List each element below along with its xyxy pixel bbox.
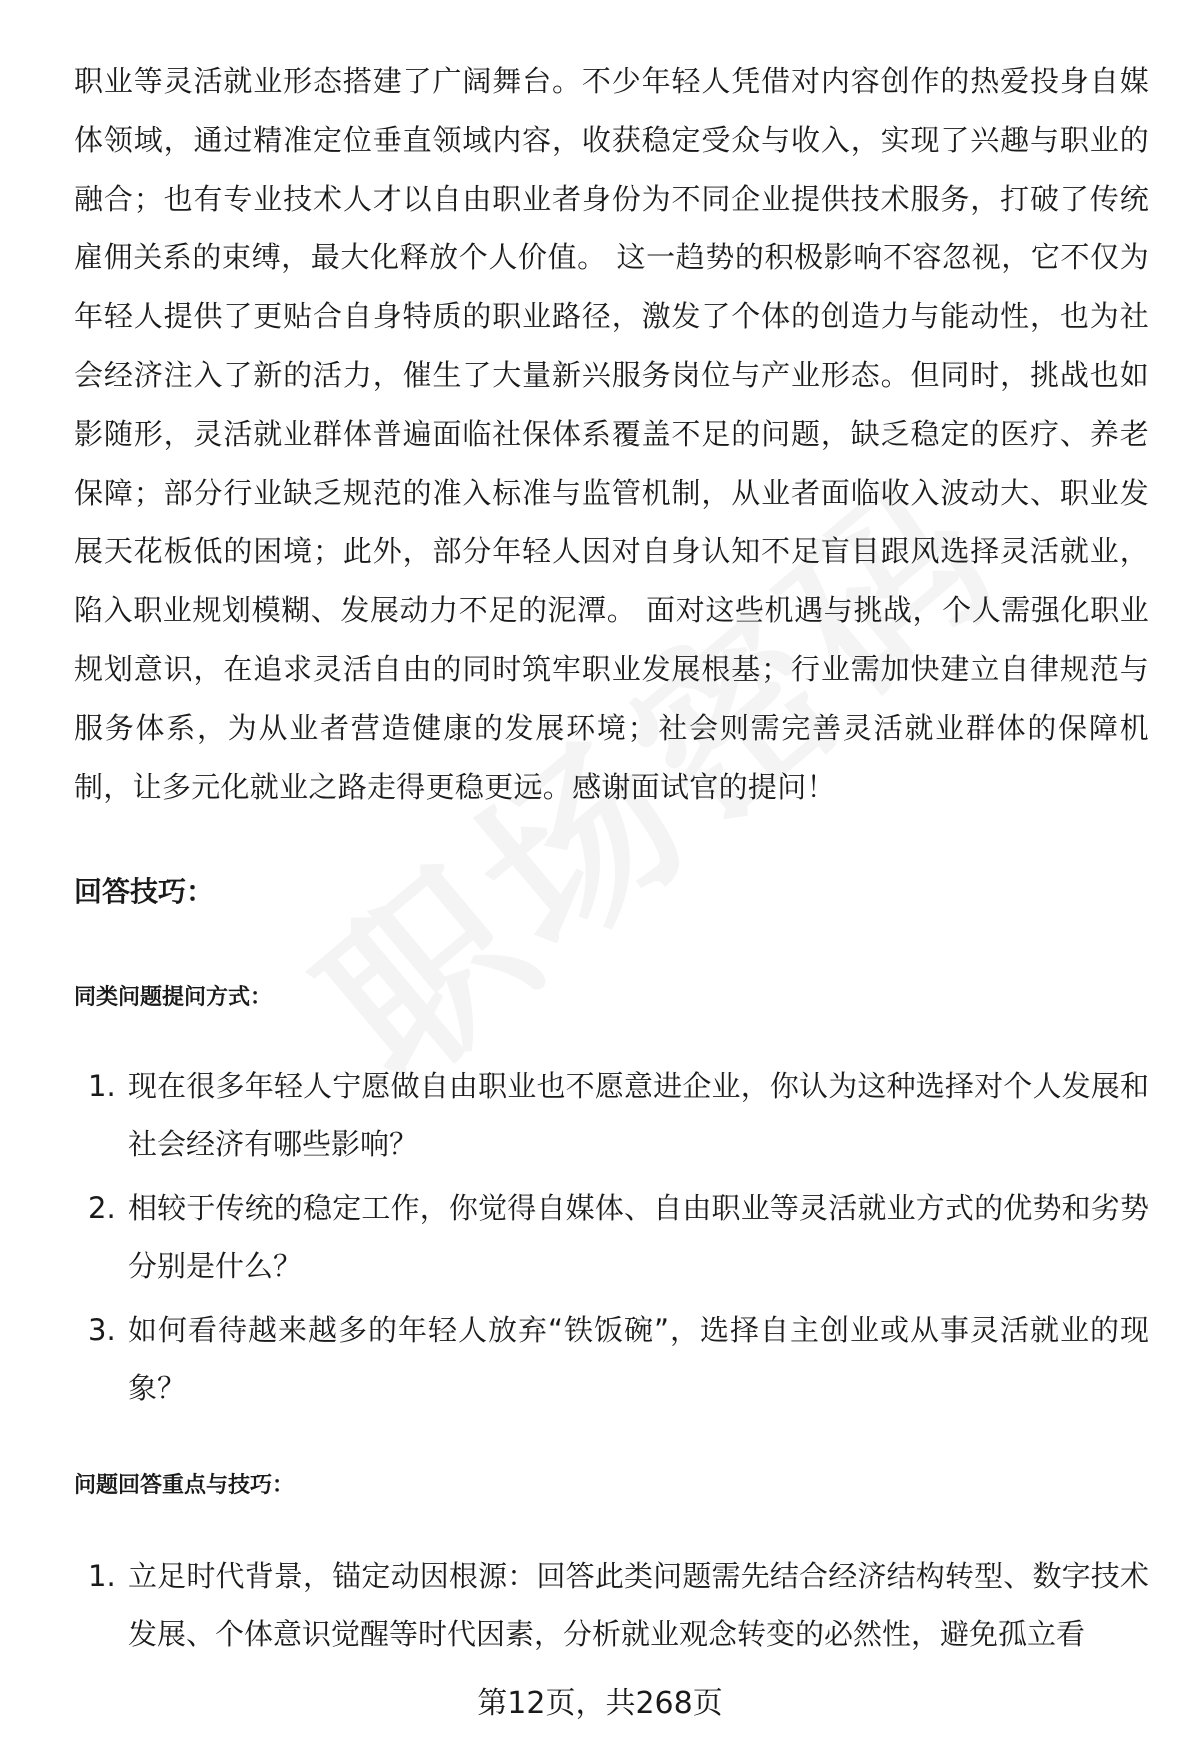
list-item [74, 1547, 1149, 1663]
list-item-text: 如何看待越来越多的年轻人放弃“铁饭碗”，选择自主创业或从事灵活就业的现象？ [128, 1313, 1149, 1405]
list-item-text: 立足时代背景，锚定动因根源：回答此类问题需先结合经济结构转型、数字技术发展、个体意识觉醒等时代因素，分析就业观念转变的必然性，避免孤立看 [128, 1559, 1149, 1651]
list-item-number: 1. [88, 1069, 116, 1103]
list-item-number: 3. [88, 1313, 116, 1347]
heading-answer-tips: 回答技巧： [74, 875, 215, 908]
list-item-number: 2. [88, 1191, 116, 1225]
list-item-text: 相较于传统的稳定工作，你觉得自媒体、自由职业等灵活就业方式的优势和劣势分别是什么？ [128, 1191, 1149, 1283]
page-footer: 第12页，共268页 [477, 1686, 723, 1721]
list-item-text: 现在很多年轻人宁愿做自由职业也不愿意进企业，你认为这种选择对个人发展和社会经济有哪些影响？ [128, 1069, 1149, 1161]
similar-questions-list [74, 1057, 1149, 1423]
list-item [74, 1301, 1149, 1417]
heading-key-points: 问题回答重点与技巧： [74, 1473, 295, 1498]
heading-similar-questions: 同类问题提问方式： [74, 985, 273, 1010]
key-points-list [74, 1547, 1149, 1669]
body-paragraph: 职业等灵活就业形态搭建了广阔舞台。不少年轻人凭借对内容创作的热爱投身自媒体领域，通过精准定位垂直领域内容，收获稳定受众与收入，实现了兴趣与职业的融合；也有专业技术人才以自由职业者身份为不同企业提供技术服务，打破了传统雇佣关系的束缚，最大化释放个人价值。 这一趋势的积极影响不容忽视，它不仅为年轻人提供了更贴合自身特质的职业路径，激发了个体的创造力与能动性，也为社会经济注入了新的活力，催生了大量新兴服务岗位与产业形态。但同时，挑战也如影随形，灵活就业群体普遍面临社保体系覆盖不足的问题，缺乏稳定的医疗、养老保障；部分行业缺乏规范的准入标准与监管机制，从业者面临收入波动大、职业发展天花板低的困境；此外，部分年轻人因对自身认知不足盲目跟风选择灵活就业，陷入职业规划模糊、发展动力不足的泥潭。 面对这些机遇与挑战，个人需强化职业规划意识，在追求灵活自由的同时筑牢职业发展根基；行业需加快建立自律规范与服务体系，为从业者营造健康的发展环境；社会则需完善灵活就业群体的保障机制，让多元化就业之路走得更稳更远。感谢面试官的提问！ [74, 64, 1149, 804]
list-item [74, 1179, 1149, 1295]
list-item-number: 1. [88, 1559, 116, 1593]
list-item [74, 1057, 1149, 1173]
